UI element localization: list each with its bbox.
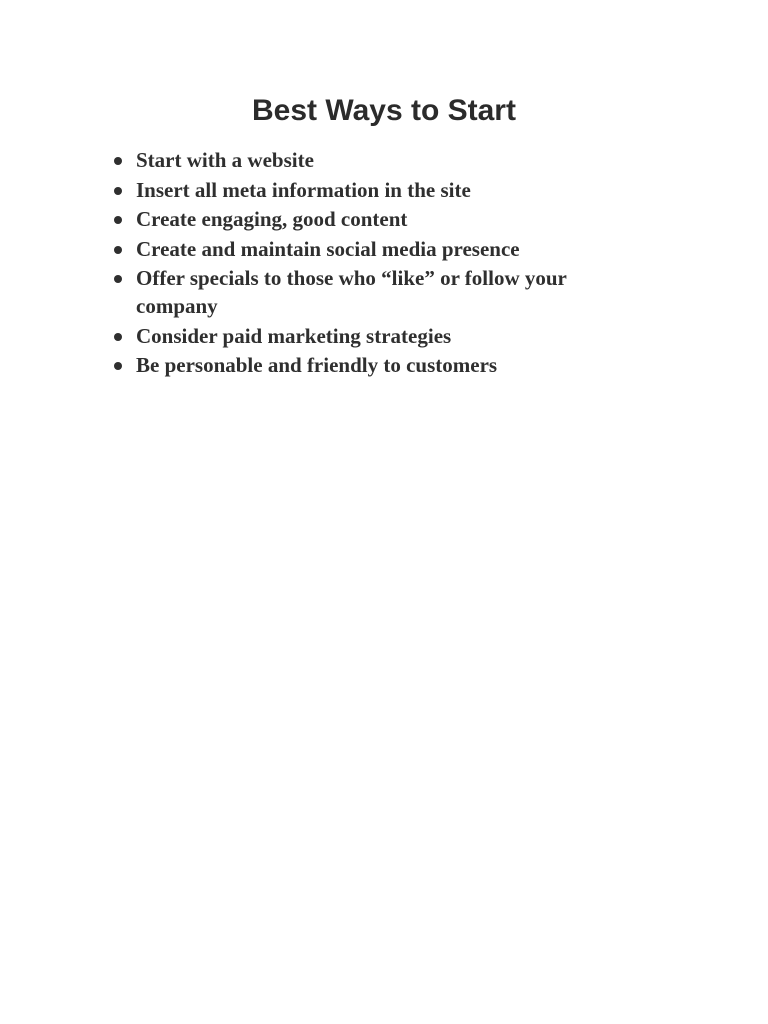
bullet-icon xyxy=(114,187,122,195)
list-item-text: Insert all meta information in the site xyxy=(136,177,471,202)
bullet-icon xyxy=(114,275,122,283)
list-item xyxy=(110,322,610,350)
list-item-text: Start with a website xyxy=(136,148,314,172)
list-item xyxy=(110,146,610,174)
bullet-list xyxy=(110,146,610,381)
list-item-text: Be personable and friendly to customers xyxy=(136,353,498,377)
bullet-icon xyxy=(114,246,122,254)
page-title: Best Ways to Start xyxy=(252,94,516,127)
bullet-icon xyxy=(114,362,122,370)
list-item xyxy=(110,264,610,320)
list-item-text: Consider paid marketing strategies xyxy=(136,323,452,348)
list-item-text: Offer specials to those who “like” or follow your company xyxy=(136,266,567,318)
bullet-icon xyxy=(114,216,122,224)
list-item xyxy=(110,176,610,204)
bullet-icon xyxy=(114,157,122,165)
list-item-text: Create engaging, good content xyxy=(136,207,408,231)
list-item-text: Create and maintain social media presence xyxy=(136,236,520,261)
list-item xyxy=(110,351,610,379)
list-item xyxy=(110,205,610,233)
list-item xyxy=(110,235,610,263)
bullet-icon xyxy=(114,333,122,341)
